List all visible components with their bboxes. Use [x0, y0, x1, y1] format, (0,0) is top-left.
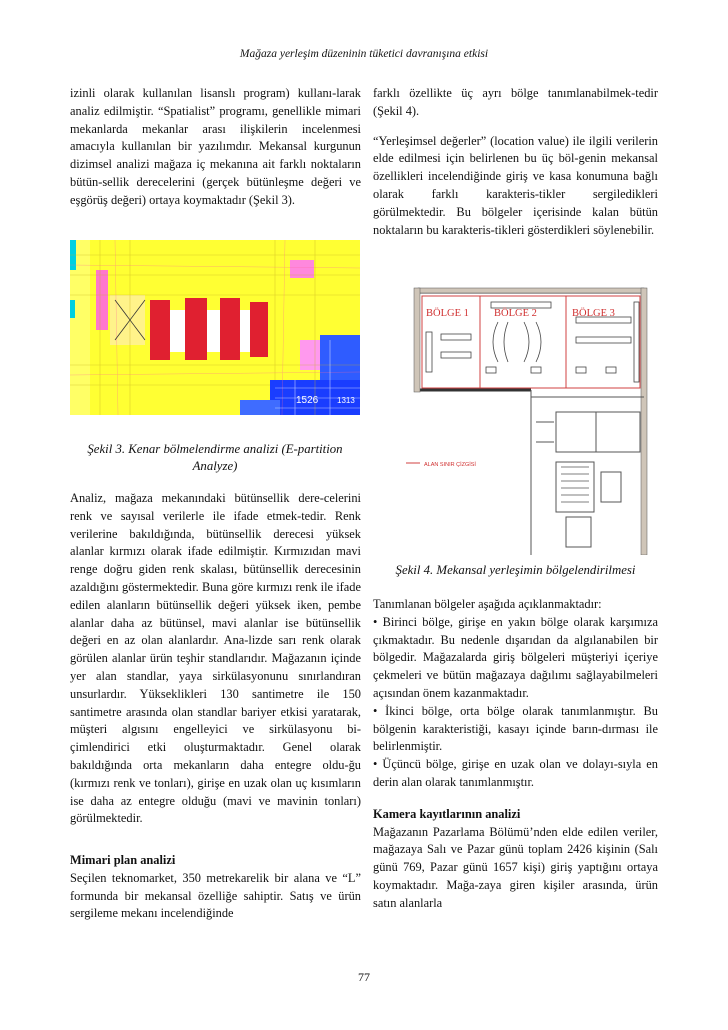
figure-3-partition-analysis: [70, 240, 360, 415]
zones-intro: Tanımlanan bölgeler aşağıda açıklanmaktadır:: [373, 597, 602, 611]
running-header: Mağaza yerleşim düzeninin tüketici davranışına etkisi: [239, 48, 489, 60]
left-column-analysis: [70, 490, 361, 828]
right-section-heading: Kamera kayıtlarının analizi: [373, 806, 521, 821]
left-column-bottom: [70, 852, 361, 923]
zone-2-label: BÖLGE 2: [494, 308, 537, 319]
bullet-zone-3: • Üçüncü bölge, girişe en uzak olan ve dolayı-sıyla en derin alan olarak tanımlanmıştır.: [373, 757, 658, 789]
left-top-paragraph: izinli olarak kullanılan lisanslı program) kullanı-larak analiz edilmiştir. “Spatialist” programı, genellikle mimari mekanlarda mekanlar arası ilişkilerin incelenmesi amacıyla kullanılan bir yazılımdır. Mekansal kurgunun dizimsel analizi mağaza iç mekanına ait farklı noktaların bütün-sellik derecelerini (gerçek bütünleşme değeri ve eşgörüş değeri) ortaya koymaktadır (Şekil 3).: [70, 86, 361, 207]
figure-3-label-1526: 1526: [296, 395, 319, 406]
page-number: 77: [358, 970, 370, 984]
bullet-zone-2: • İkinci bölge, orta bölge olarak tanımlanmıştır. Bu bölgenin karakteristiği, kasayı içinde barın-dırması ile belirlenmiştir.: [373, 703, 658, 754]
left-column-top: [70, 85, 361, 210]
figure-3-label-1313: 1313: [337, 396, 355, 405]
left-analysis-paragraph: Analiz, mağaza mekanındaki bütünsellik dere-celerini renk ve sayısal verilerle ile ifade etmek-tedir. Renk verilerine bakıldığında, bütünsellik derecesi yüksek alanlar kırmızı olarak ifade edilmiştir. Kırmızıdan mavi renge doğru giden renk skalası, bütünsellik derecesinin azaldığını göstermektedir. Buna göre kırmızı renk ile ifade edilen alanların bütünsellik değeri yüksek iken, pembe alanlar daha az bütünsel, mavi alanlar ise bütünsellik değeri en az olan alanlardır. Ana-lizde sarı renk olarak görülen alanlar ürün teşhir standlarıdır. Mağazanın içinde yer alan standlar, yaya sirkülasyonunu sınırlandıran unsurlardır. Yükseklikleri 130 santimetre ile 150 santimetre arasında olan standlar bariyer etkisi yaratarak, müşteri algısını engelleyici ve sirkülasyonu bi-çimlendirici etki oluşturmaktadır. Genel olarak bakıldığında orta mekanların daha entegre oldu-ğu (kırmızı renk ve tonları), girişe en uzak olan uç kısımların ise daha az entegre olduğu (mavi ve mavinin tonları) görülmektedir.: [70, 491, 361, 826]
figure-4-caption: Şekil 4. Mekansal yerleşimin bölgelendirilmesi: [395, 563, 636, 577]
zone-1-label: BÖLGE 1: [426, 308, 469, 319]
right-second-paragraph: “Yerleşimsel değerler” (location value) ile ilgili verilerin elde edilmesi için belirlenen bu üç böl-genin mekansal özellikleri incelendiğinde giriş ve kasa konumuna bağlı olarak farklı karakteris-tikler sergiledikleri görülmektedir. Bu bölgeler içerisinde kalan bütün noktaların bu karakteris-tikleri gösterdikleri söylenebilir.: [373, 133, 658, 237]
figure-3-caption: Şekil 3. Kenar bölmelendirme analizi (E-partition Analyze): [87, 442, 343, 473]
right-top-paragraph: farklı özellikte üç ayrı bölge tanımlanabilmek-tedir (Şekil 4).: [373, 86, 658, 118]
right-column-top: [373, 85, 658, 239]
figure-4-floor-plan: [396, 272, 658, 555]
right-column-bottom: [373, 596, 658, 913]
legend-boundary-line: ALAN SINIR ÇİZGİSİ: [424, 462, 476, 468]
right-bottom-paragraph: Mağazanın Pazarlama Bölümü’nden elde edilen veriler, mağazaya Salı ve Pazar günü toplam 2426 kişinin (Salı günü 769, Pazar günü 1657 kişi) giriş yaptığını ortaya koymaktadır. Mağa-zaya giren kişiler arasında, ürün satın alanlarla: [373, 824, 658, 910]
bullet-zone-1: • Birinci bölge, girişe en yakın bölge olarak karşımıza çıkmaktadır. Bu nedenle dışarıdan da algılanabilen bir bölgedir. Mağazalarda giriş bölgeleri müşteriyi içeriye çekmeleri ve bütün mağazaya dağılımı sağlayabilmeleri açısından önem kazanmaktadır.: [373, 614, 658, 700]
left-section-heading: Mimari plan analizi: [70, 853, 176, 867]
left-bottom-paragraph: Seçilen teknomarket, 350 metrekarelik bir alana ve “L” formunda bir mekansal özelliğe sahiptir. Satış ve ürün sergileme mekanı incelendiğinde: [70, 870, 361, 921]
zone-3-label: BÖLGE 3: [572, 308, 615, 319]
